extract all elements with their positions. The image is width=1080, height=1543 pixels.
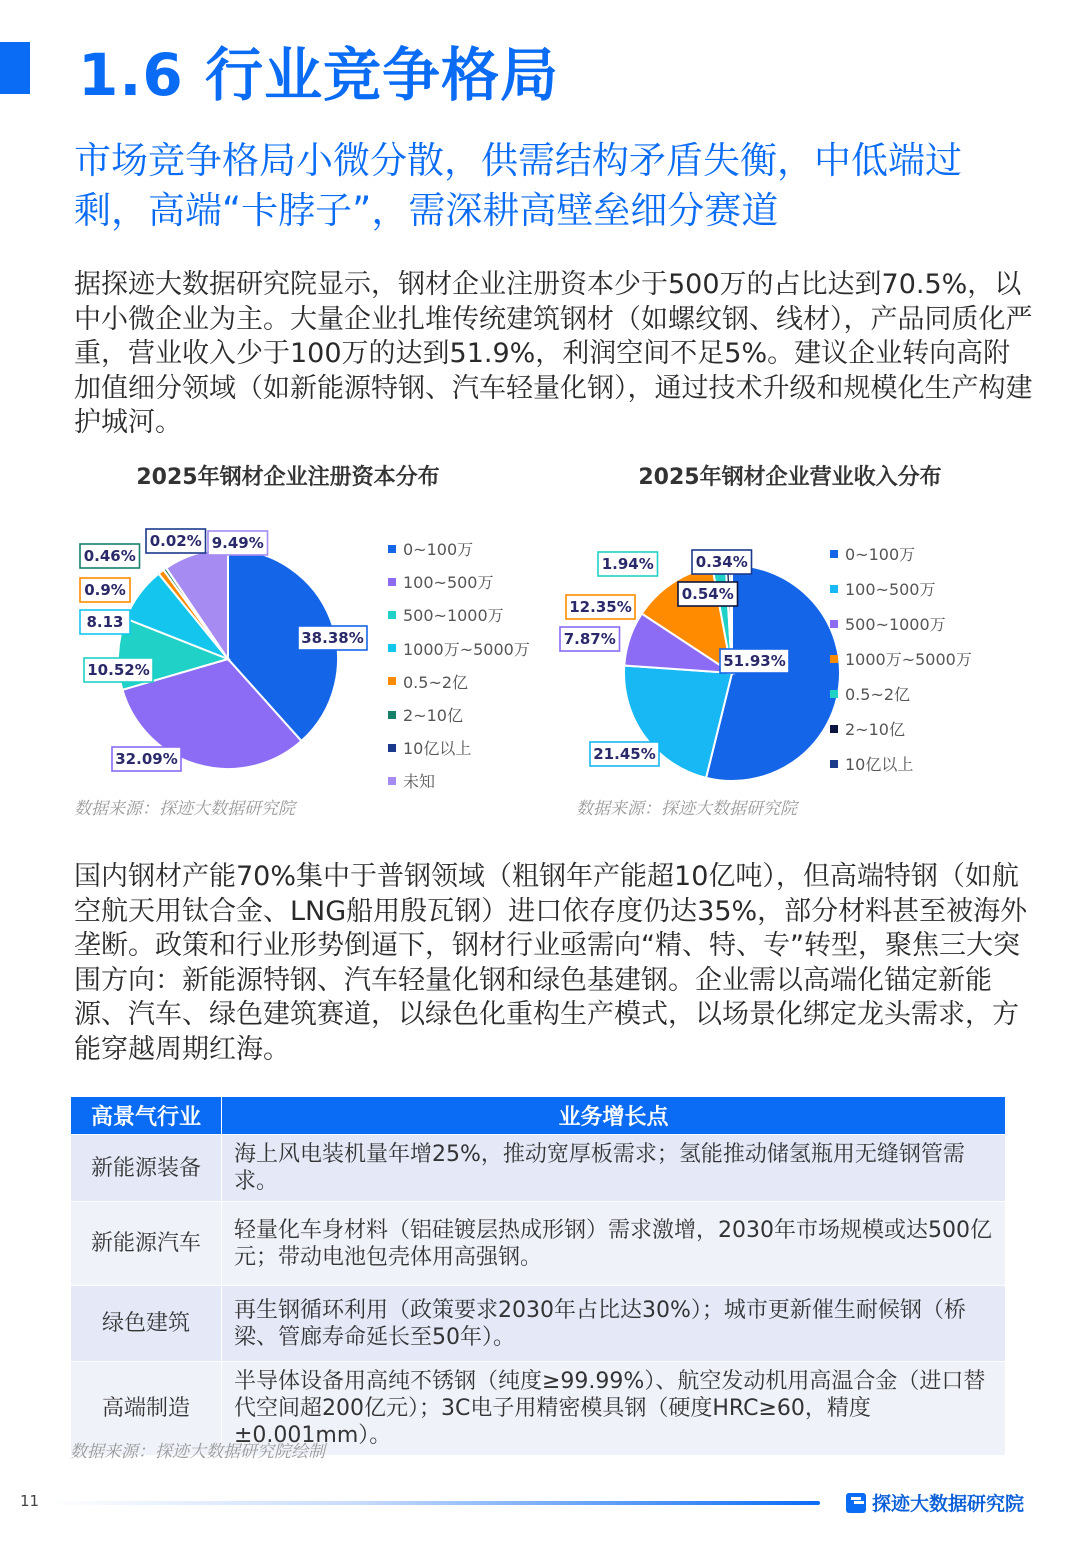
revenue-chart [540, 452, 1040, 822]
svg-text:1.94%: 1.94% [601, 555, 654, 573]
footer-divider [44, 1501, 820, 1505]
brand-logo-icon [846, 1493, 866, 1513]
legend-item [830, 711, 972, 746]
legend-swatch [830, 690, 838, 698]
growth-cell: 海上风电装机量年增25%，推动宽厚板需求；氢能推动储氢瓶用无缝钢管需求。 [222, 1135, 1006, 1202]
data-label [146, 529, 206, 553]
legend-swatch [830, 585, 838, 593]
data-label [80, 610, 130, 634]
legend-swatch [830, 655, 838, 663]
legend-item [388, 698, 530, 731]
legend-label: 500~1000万 [845, 615, 946, 634]
industry-cell: 新能源装备 [71, 1135, 222, 1202]
page-number: 11 [20, 1492, 40, 1510]
title-accent-bar [0, 42, 30, 94]
legend-swatch [388, 677, 396, 685]
table-row [71, 1286, 1006, 1362]
growth-cell: 半导体设备用高纯不锈钢（纯度≥99.99%）、航空发动机用高温合金（进口替代空间超200亿元）；3C电子用精密模具钢（硬度HRC≥60，精度±0.001mm）。 [222, 1362, 1006, 1456]
data-label [692, 550, 752, 574]
legend-label: 1000万~5000万 [403, 639, 530, 659]
legend-label: 100~500万 [403, 573, 494, 593]
svg-text:51.93%: 51.93% [723, 652, 786, 670]
legend-label: 0.5~2亿 [403, 672, 469, 692]
chart-source: 数据来源：探迹大数据研究院 [576, 799, 797, 819]
svg-text:10.52%: 10.52% [87, 661, 150, 679]
chart-title: 2025年钢材企业注册资本分布 [136, 465, 440, 490]
legend-swatch [388, 545, 396, 553]
data-label [80, 544, 140, 568]
legend-item [830, 571, 972, 606]
legend-swatch [388, 711, 396, 719]
svg-text:0.46%: 0.46% [83, 547, 136, 565]
registered-capital-chart [38, 452, 538, 822]
growth-cell: 轻量化车身材料（铝硅镀层热成形钢）需求激增，2030年市场规模或达500亿元；带动电池包壳体用高强钢。 [222, 1202, 1006, 1286]
legend-label: 0~100万 [403, 540, 474, 560]
svg-text:0.34%: 0.34% [695, 553, 748, 571]
data-label [208, 531, 268, 555]
data-label [598, 552, 658, 576]
footer-brand [846, 1489, 1024, 1516]
legend-swatch [388, 744, 396, 752]
table-row [71, 1202, 1006, 1286]
table-header: 高景气行业 [71, 1097, 222, 1135]
legend-swatch [830, 550, 838, 558]
chart-title: 2025年钢材企业营业收入分布 [638, 465, 942, 490]
industry-cell: 新能源汽车 [71, 1202, 222, 1286]
svg-text:0.9%: 0.9% [84, 581, 126, 599]
legend-item [830, 641, 972, 676]
legend-swatch [830, 760, 838, 768]
legend-label: 2~10亿 [403, 706, 463, 726]
chart-source: 数据来源：探迹大数据研究院 [74, 799, 295, 819]
svg-text:0.54%: 0.54% [681, 585, 734, 603]
svg-text:7.87%: 7.87% [563, 630, 616, 648]
legend-label: 1000万~5000万 [845, 650, 972, 669]
svg-text:21.45%: 21.45% [593, 745, 656, 763]
page-title: 1.6 行业竞争格局 [78, 41, 559, 109]
data-label [112, 747, 181, 771]
data-label [566, 595, 635, 619]
legend-item [388, 532, 530, 565]
legend-item [388, 665, 530, 698]
legend-item [388, 731, 530, 764]
svg-text:9.49%: 9.49% [211, 534, 264, 552]
svg-text:0.02%: 0.02% [149, 532, 202, 550]
table-header: 业务增长点 [222, 1097, 1006, 1135]
legend-item [388, 598, 530, 631]
data-label [80, 578, 130, 602]
svg-text:8.13: 8.13 [86, 613, 124, 631]
chart-legend [830, 536, 972, 781]
brand-name: 探迹大数据研究院 [872, 1493, 1025, 1515]
svg-text:12.35%: 12.35% [569, 598, 632, 616]
legend-item [830, 676, 972, 711]
industry-cell: 高端制造 [71, 1362, 222, 1456]
legend-label: 10亿以上 [403, 739, 472, 759]
legend-label: 0.5~2亿 [845, 685, 911, 704]
legend-item [388, 565, 530, 598]
industry-table [70, 1096, 1006, 1456]
legend-swatch [830, 620, 838, 628]
legend-label: 10亿以上 [845, 755, 914, 774]
legend-label: 未知 [403, 772, 436, 792]
legend-swatch [388, 611, 396, 619]
table-row [71, 1135, 1006, 1202]
legend-swatch [830, 725, 838, 733]
chart-legend [388, 532, 530, 798]
legend-label: 500~1000万 [403, 606, 504, 626]
data-label [560, 627, 620, 651]
legend-label: 2~10亿 [845, 720, 905, 739]
svg-text:32.09%: 32.09% [115, 750, 178, 768]
analysis-paragraph: 国内钢材产能70%集中于普钢领域（粗钢年产能超10亿吨），但高端特钢（如航空航天用钛合金、LNG船用殷瓦钢）进口依存度仍达35%，部分材料甚至被海外垄断。政策和行业形势倒逼下，钢材行业亟需向“精、特、专”转型，聚焦三大突围方向：新能源特钢、汽车轻量化钢和绿色基建钢。企业需以高端化锚定新能源、汽车、绿色建筑赛道，以绿色化重构生产模式，以场景化绑定龙头需求，方能穿越周期红海。 [74, 861, 1028, 1065]
data-label [720, 649, 789, 673]
legend-swatch [388, 644, 396, 652]
data-label [678, 582, 738, 606]
data-label [298, 626, 367, 650]
legend-swatch [388, 777, 396, 785]
data-label [84, 658, 153, 682]
legend-item [388, 632, 530, 665]
svg-text:38.38%: 38.38% [301, 629, 364, 647]
legend-label: 100~500万 [845, 580, 936, 599]
legend-item [388, 764, 530, 797]
section-subtitle: 市场竞争格局小微分散，供需结构矛盾失衡，中低端过剩，高端“卡脖子”，需深耕高壁垒细分赛道 [74, 139, 962, 232]
table-source: 数据来源：探迹大数据研究院绘制 [70, 1442, 325, 1462]
legend-swatch [388, 578, 396, 586]
growth-cell: 再生钢循环利用（政策要求2030年占比达30%）；城市更新催生耐候钢（桥梁、管廊寿命延长至50年）。 [222, 1286, 1006, 1362]
data-label [590, 742, 659, 766]
legend-item [830, 606, 972, 641]
industry-cell: 绿色建筑 [71, 1286, 222, 1362]
legend-item [830, 746, 972, 781]
intro-paragraph: 据探迹大数据研究院显示，钢材企业注册资本少于500万的占比达到70.5%，以中小微企业为主。大量企业扎堆传统建筑钢材（如螺纹钢、线材），产品同质化严重，营业收入少于100万的达到51.9%，利润空间不足5%。建议企业转向高附加值细分领域（如新能源特钢、汽车轻量化钢），通过技术升级和规模化生产构建护城河。 [74, 269, 1033, 438]
legend-label: 0~100万 [845, 545, 916, 564]
legend-item [830, 536, 972, 571]
